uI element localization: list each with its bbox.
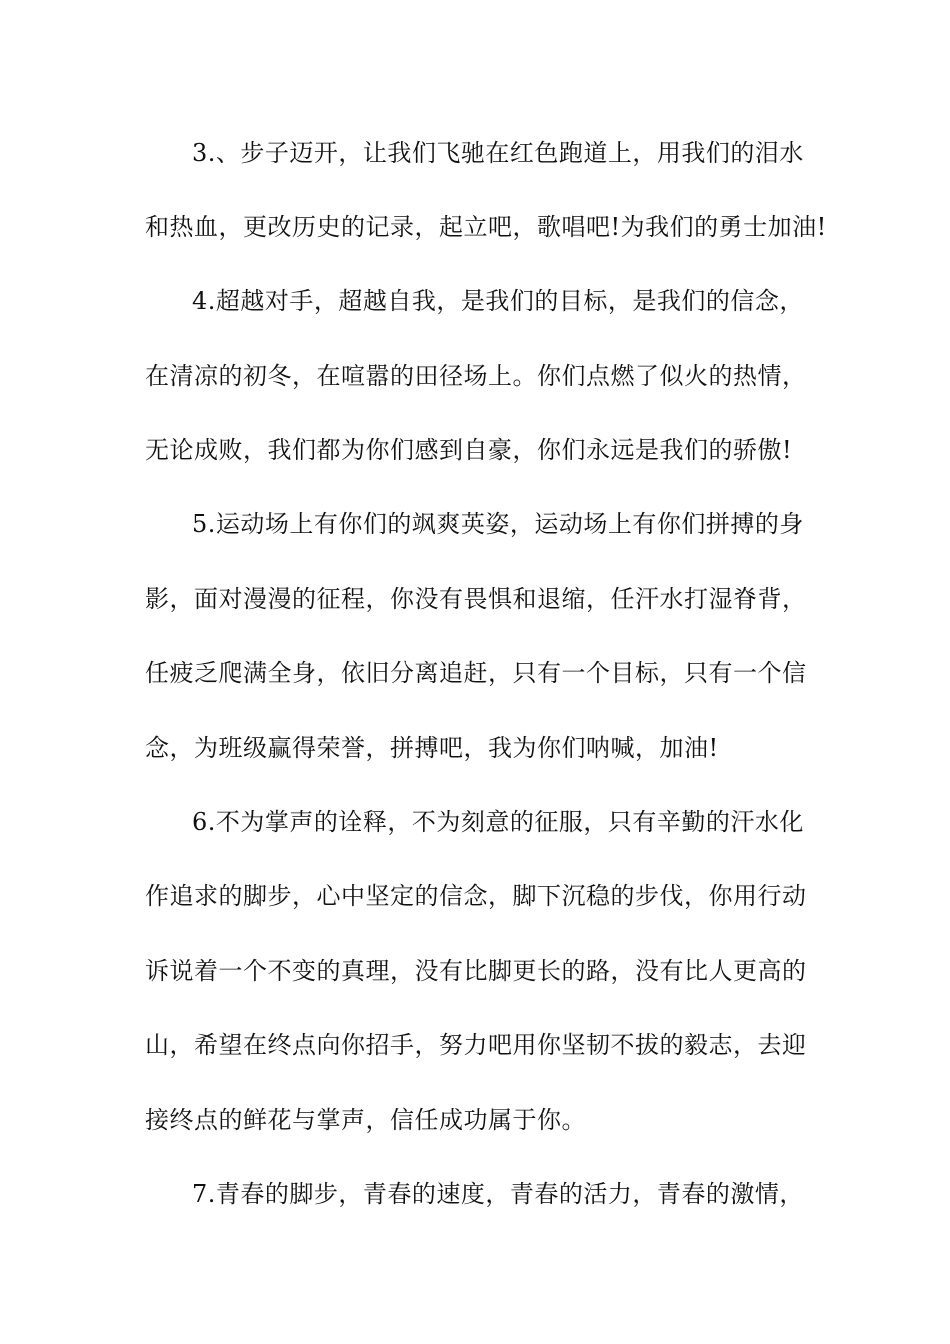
paragraph-5-line-2: 影，面对漫漫的征程，你没有畏惧和退缩，任汗水打湿脊背， bbox=[145, 585, 807, 613]
paragraph-6-line-1: 6.不为掌声的诠释，不为刻意的征服，只有辛勤的汗水化 bbox=[192, 808, 804, 836]
paragraph-6-line-2: 作追求的脚步，心中坚定的信念，脚下沉稳的步伐，你用行动 bbox=[145, 882, 807, 910]
paragraph-7-line-1: 7.青春的脚步，青春的速度，青春的活力，青春的激情， bbox=[192, 1180, 804, 1208]
paragraph-6-line-5: 接终点的鲜花与掌声，信任成功属于你。 bbox=[145, 1106, 586, 1134]
paragraph-4-line-2: 在清凉的初冬，在喧嚣的田径场上。你们点燃了似火的热情， bbox=[145, 362, 807, 390]
paragraph-6-line-4: 山，希望在终点向你招手，努力吧用你坚韧不拔的毅志，去迎 bbox=[145, 1031, 807, 1059]
paragraph-3-line-2: 和热血，更改历史的记录，起立吧，歌唱吧!为我们的勇士加油! bbox=[145, 213, 827, 241]
paragraph-3-line-1: 3.、步子迈开，让我们飞驰在红色跑道上，用我们的泪水 bbox=[192, 139, 804, 167]
paragraph-5-line-1: 5.运动场上有你们的飒爽英姿，运动场上有你们拼搏的身 bbox=[192, 510, 804, 538]
paragraph-5-line-4: 念，为班级赢得荣誉，拼搏吧，我为你们呐喊，加油! bbox=[145, 734, 719, 762]
paragraph-5-line-3: 任疲乏爬满全身，依旧分离追赶，只有一个目标，只有一个信 bbox=[145, 659, 807, 687]
paragraph-4-line-3: 无论成败，我们都为你们感到自豪，你们永远是我们的骄傲! bbox=[145, 436, 793, 464]
paragraph-6-line-3: 诉说着一个不变的真理，没有比脚更长的路，没有比人更高的 bbox=[145, 957, 807, 985]
paragraph-4-line-1: 4.超越对手，超越自我，是我们的目标，是我们的信念， bbox=[192, 287, 804, 315]
